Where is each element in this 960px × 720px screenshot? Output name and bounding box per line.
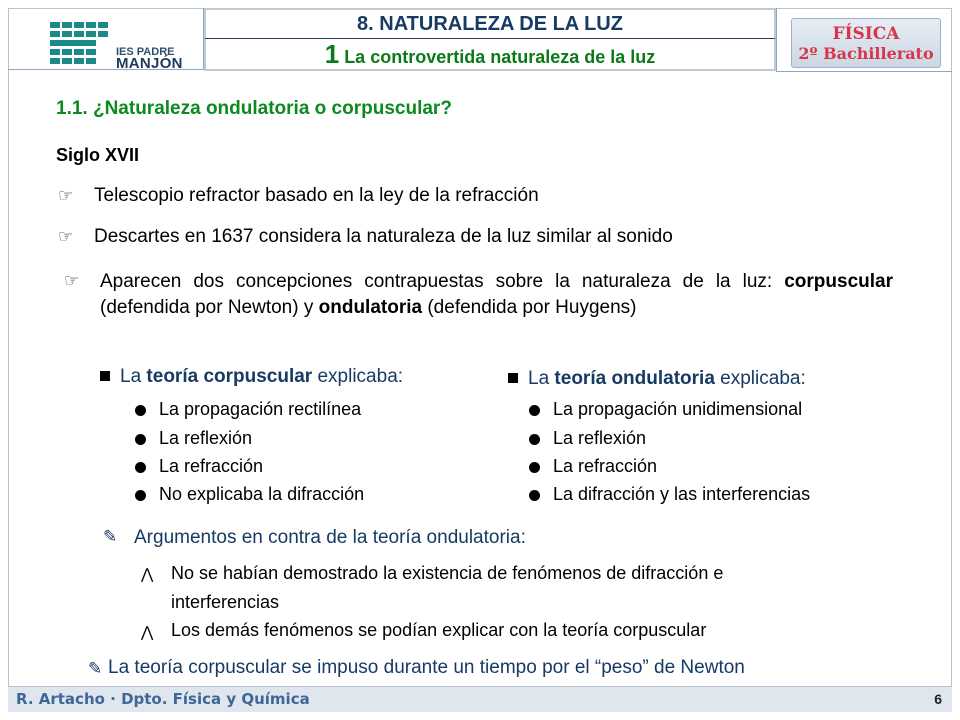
logo-grid-icon xyxy=(50,22,110,70)
ondulatoria-heading: La teoría ondulatoria explicaba: xyxy=(508,368,806,390)
para-part3: (defendida por Huygens) xyxy=(422,297,637,318)
page-number: 6 xyxy=(934,691,942,707)
subject-box xyxy=(776,8,952,72)
subject-line1: FÍSICA xyxy=(832,24,900,44)
pencil-icon: ✎ xyxy=(103,527,118,546)
against-item-2: Los demás fenómenos se podían explicar con la teoría corpuscular xyxy=(171,620,707,640)
item-telescope: Telescopio refractor basado en la ley de la refracción xyxy=(94,185,539,206)
section-title-text: La controvertida naturaleza de la luz xyxy=(339,47,656,67)
round-bullet-icon xyxy=(529,490,540,501)
corp-item-3: La refracción xyxy=(159,456,264,476)
section-heading: 1.1. ¿Naturaleza ondulatoria o corpuscular? xyxy=(56,98,452,119)
conclusion: La teoría corpuscular se impuso durante un tiempo por el “peso” de Newton xyxy=(108,657,745,678)
para-part2: (defendida por Newton) y xyxy=(100,297,319,318)
ond-item-2: La reflexión xyxy=(553,428,647,448)
corp-item-4: No explicaba la difracción xyxy=(159,484,365,504)
caret-icon: ⋀ xyxy=(141,624,154,641)
against-item-1-cont: interferencias xyxy=(171,592,280,612)
caret-icon: ⋀ xyxy=(141,566,154,583)
pointing-hand-icon: ☞ xyxy=(58,186,74,205)
footer xyxy=(8,686,952,712)
pointing-hand-icon: ☞ xyxy=(58,227,74,246)
logo-line1: IES PADRE xyxy=(116,46,175,58)
ond-item-1: La propagación unidimensional xyxy=(553,399,803,419)
round-bullet-icon xyxy=(529,462,540,473)
unit-title: 8. NATURALEZA DE LA LUZ xyxy=(204,8,776,39)
logo-text xyxy=(116,46,183,70)
section-number: 1 xyxy=(324,39,340,69)
ondulatoria-word: ondulatoria xyxy=(318,297,423,318)
concepts-paragraph xyxy=(100,269,893,321)
corp-item-1: La propagación rectilínea xyxy=(159,399,362,419)
square-bullet-icon xyxy=(100,371,110,381)
section-title xyxy=(204,38,776,71)
corpuscular-word: corpuscular xyxy=(784,271,893,292)
pointing-hand-icon: ☞ xyxy=(64,271,80,290)
logo-line2: MANJÓN xyxy=(116,55,183,72)
round-bullet-icon xyxy=(529,434,540,445)
item-descartes: Descartes en 1637 considera la naturaleza de la luz similar al sonido xyxy=(94,226,673,247)
ond-item-3: La refracción xyxy=(553,456,658,476)
century-label: Siglo XVII xyxy=(56,145,140,165)
against-item-1: No se habían demostrado la existencia de fenómenos de difracción e xyxy=(171,563,724,583)
against-heading: Argumentos en contra de la teoría ondulatoria: xyxy=(134,527,526,548)
para-part1: Aparecen dos concepciones contrapuestas sobre la naturaleza de la luz: xyxy=(100,271,785,292)
round-bullet-icon xyxy=(135,405,146,416)
ond-item-4: La difracción y las interferencias xyxy=(553,484,811,504)
subject-badge xyxy=(791,18,941,68)
pencil-icon: ✎ xyxy=(88,659,103,678)
round-bullet-icon xyxy=(529,405,540,416)
corp-item-2: La reflexión xyxy=(159,428,253,448)
round-bullet-icon xyxy=(135,462,146,473)
corpuscular-heading: La teoría corpuscular explicaba: xyxy=(100,366,403,388)
round-bullet-icon xyxy=(135,490,146,501)
square-bullet-icon xyxy=(508,373,518,383)
round-bullet-icon xyxy=(135,434,146,445)
school-logo xyxy=(8,8,204,70)
subject-line2: 2º Bachillerato xyxy=(798,44,934,63)
footer-author: R. Artacho · Dpto. Física y Química xyxy=(16,690,310,708)
